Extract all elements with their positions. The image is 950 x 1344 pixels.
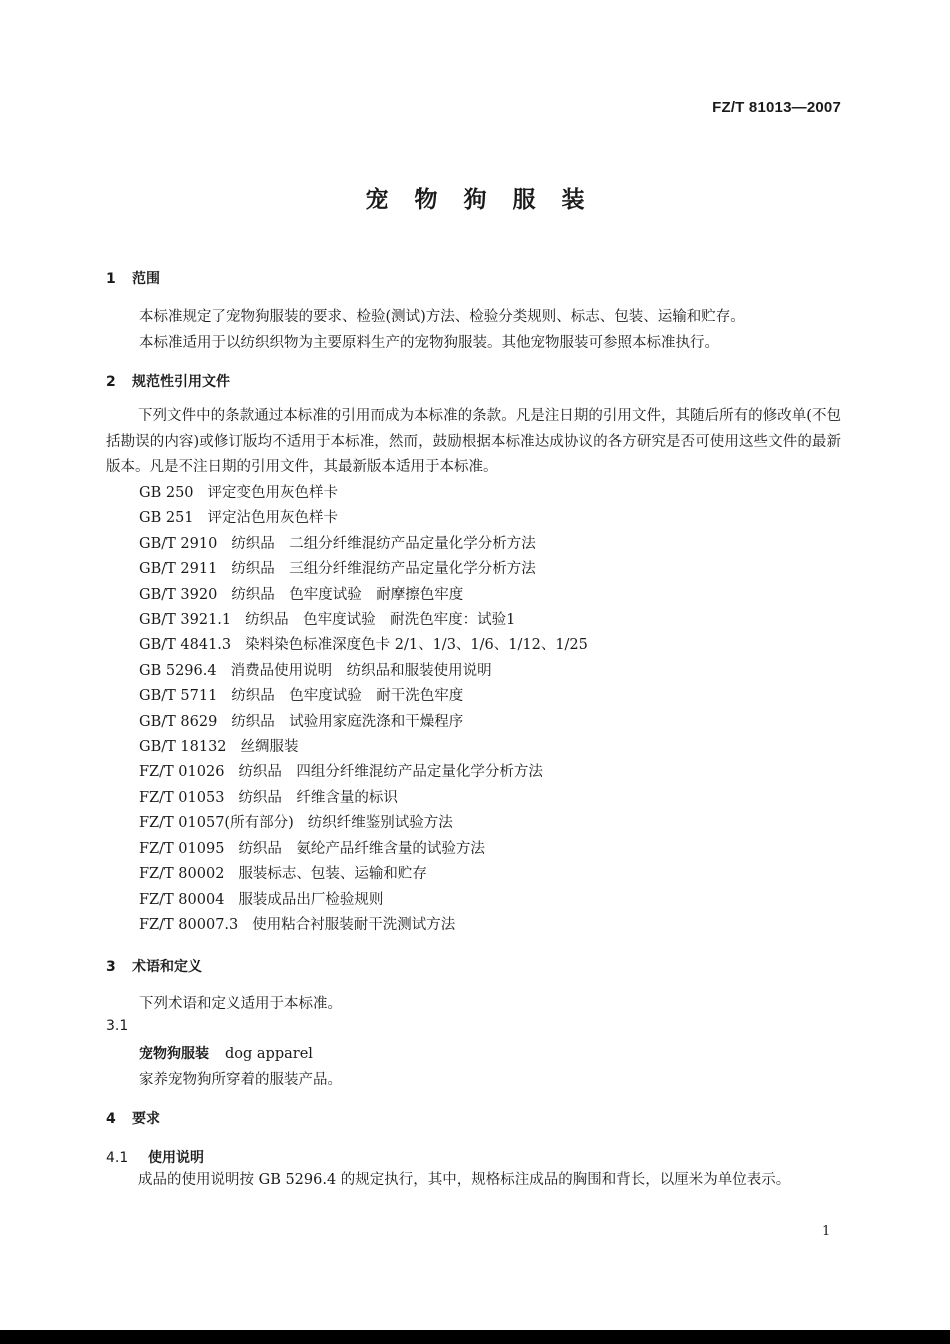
reference-title: 纺织品 纤维含量的标识 <box>238 789 398 806</box>
reference-code: GB/T 18132 <box>139 739 227 756</box>
bottom-border <box>0 1330 950 1344</box>
reference-code: FZ/T 80004 <box>139 891 225 908</box>
section-1-heading <box>106 268 160 288</box>
reference-title: 纺织品 试验用家庭洗涤和干燥程序 <box>231 713 464 730</box>
reference-item <box>139 913 588 938</box>
reference-item <box>139 557 588 582</box>
subsection-3-1-number: 3.1 <box>106 1018 129 1034</box>
reference-title: 纺织品 四组分纤维混纺产品定量化学分析方法 <box>238 764 543 781</box>
section-title: 规范性引用文件 <box>132 374 230 390</box>
document-title: 宠物狗服装 <box>365 187 611 213</box>
reference-title: 纺织品 三组分纤维混纺产品定量化学分析方法 <box>231 561 536 578</box>
reference-code: GB/T 2911 <box>139 561 218 578</box>
usage-instructions-paragraph: 成品的使用说明按 GB 5296.4 的规定执行，其中，规格标注成品的胸围和背长，以厘米为单位表示。 <box>138 1172 791 1188</box>
section-title: 范围 <box>132 271 160 287</box>
scope-paragraph-1: 本标准规定了宠物狗服装的要求、检验(测试)方法、检验分类规则、标志、包装、运输和贮存。 <box>139 309 745 325</box>
reference-code: FZ/T 01026 <box>139 764 225 781</box>
terms-intro: 下列术语和定义适用于本标准。 <box>139 996 342 1012</box>
reference-item <box>139 608 588 633</box>
subsection-title: 使用说明 <box>148 1150 204 1166</box>
reference-code: GB/T 2910 <box>139 535 218 552</box>
reference-code: FZ/T 80002 <box>139 866 225 883</box>
section-title: 要求 <box>132 1111 160 1127</box>
reference-code: GB/T 4841.3 <box>139 637 232 654</box>
reference-title: 消费品使用说明 纺织品和服装使用说明 <box>230 662 492 679</box>
reference-list <box>139 481 588 938</box>
reference-title: 评定变色用灰色样卡 <box>207 485 339 501</box>
reference-title: 纺织品 二组分纤维混纺产品定量化学分析方法 <box>231 535 536 552</box>
reference-code: FZ/T 01095 <box>139 840 225 857</box>
subsection-number: 4.1 <box>106 1150 129 1166</box>
reference-item <box>139 583 588 608</box>
reference-item <box>139 811 588 836</box>
reference-item <box>139 862 588 887</box>
subsection-4-1-heading <box>106 1147 204 1167</box>
reference-code: FZ/T 01057(所有部分) <box>139 815 294 832</box>
reference-item <box>139 684 588 709</box>
reference-item <box>139 532 588 557</box>
reference-code: GB/T 8629 <box>139 713 218 730</box>
reference-item <box>139 633 588 658</box>
reference-title: 纺织品 色牢度试验 耐干洗色牢度 <box>231 688 464 705</box>
reference-item <box>139 786 588 811</box>
term-definition: 家养宠物狗所穿着的服装产品。 <box>139 1072 342 1088</box>
reference-title: 纺织纤维鉴别试验方法 <box>307 815 453 832</box>
reference-code: GB 5296.4 <box>139 662 217 679</box>
reference-code: FZ/T 01053 <box>139 789 225 806</box>
scope-paragraph-2: 本标准适用于以纺织织物为主要原料生产的宠物狗服装。其他宠物服装可参照本标准执行。 <box>139 335 719 351</box>
section-number: 2 <box>106 374 116 390</box>
term-chinese: 宠物狗服装 <box>139 1046 209 1062</box>
references-intro-paragraph: 下列文件中的条款通过本标准的引用而成为本标准的条款。凡是注日期的引用文件，其随后所有的修改单(不包括勘误的内容)或修订版均不适用于本标准，然而，鼓励根据本标准达成协议的各方研究是否可使用这些文件的最新版本。凡是不注日期的引用文件，其最新版本适用于本标准。 <box>106 408 841 475</box>
standard-code: FZ/T 81013—2007 <box>712 99 841 116</box>
section-number: 4 <box>106 1111 116 1127</box>
term-english: dog apparel <box>225 1046 313 1062</box>
reference-title: 纺织品 色牢度试验 耐洗色牢度：试验1 <box>245 612 516 629</box>
reference-title: 纺织品 氨纶产品纤维含量的试验方法 <box>238 840 485 857</box>
reference-item <box>139 735 588 760</box>
reference-item <box>139 760 588 785</box>
reference-title: 丝绸服装 <box>240 739 299 756</box>
reference-title: 纺织品 色牢度试验 耐摩擦色牢度 <box>231 586 464 603</box>
reference-code: GB 250 <box>139 485 194 501</box>
reference-title: 评定沾色用灰色样卡 <box>207 510 339 527</box>
section-4-heading <box>106 1108 160 1128</box>
reference-title: 使用粘合衬服装耐干洗测试方法 <box>252 916 456 933</box>
term-entry <box>139 1043 313 1063</box>
reference-title: 服装成品出厂检验规则 <box>238 891 384 908</box>
section-number: 3 <box>106 959 116 975</box>
section-title: 术语和定义 <box>132 959 202 975</box>
section-3-heading <box>106 956 202 976</box>
reference-code: GB 251 <box>139 510 194 527</box>
reference-item <box>139 659 588 684</box>
reference-code: FZ/T 80007.3 <box>139 916 239 933</box>
reference-code: GB/T 3921.1 <box>139 612 232 629</box>
reference-item <box>139 481 588 506</box>
reference-item <box>139 888 588 913</box>
reference-code: GB/T 5711 <box>139 688 218 705</box>
reference-item <box>139 710 588 735</box>
reference-item <box>139 837 588 862</box>
page-number: 1 <box>822 1224 831 1239</box>
reference-code: GB/T 3920 <box>139 586 218 603</box>
reference-title: 服装标志、包装、运输和贮存 <box>238 866 427 883</box>
reference-item <box>139 506 588 531</box>
reference-title: 染料染色标准深度色卡 2/1、1/3、1/6、1/12、1/25 <box>245 637 588 654</box>
section-number: 1 <box>106 271 116 287</box>
section-2-heading <box>106 371 230 391</box>
